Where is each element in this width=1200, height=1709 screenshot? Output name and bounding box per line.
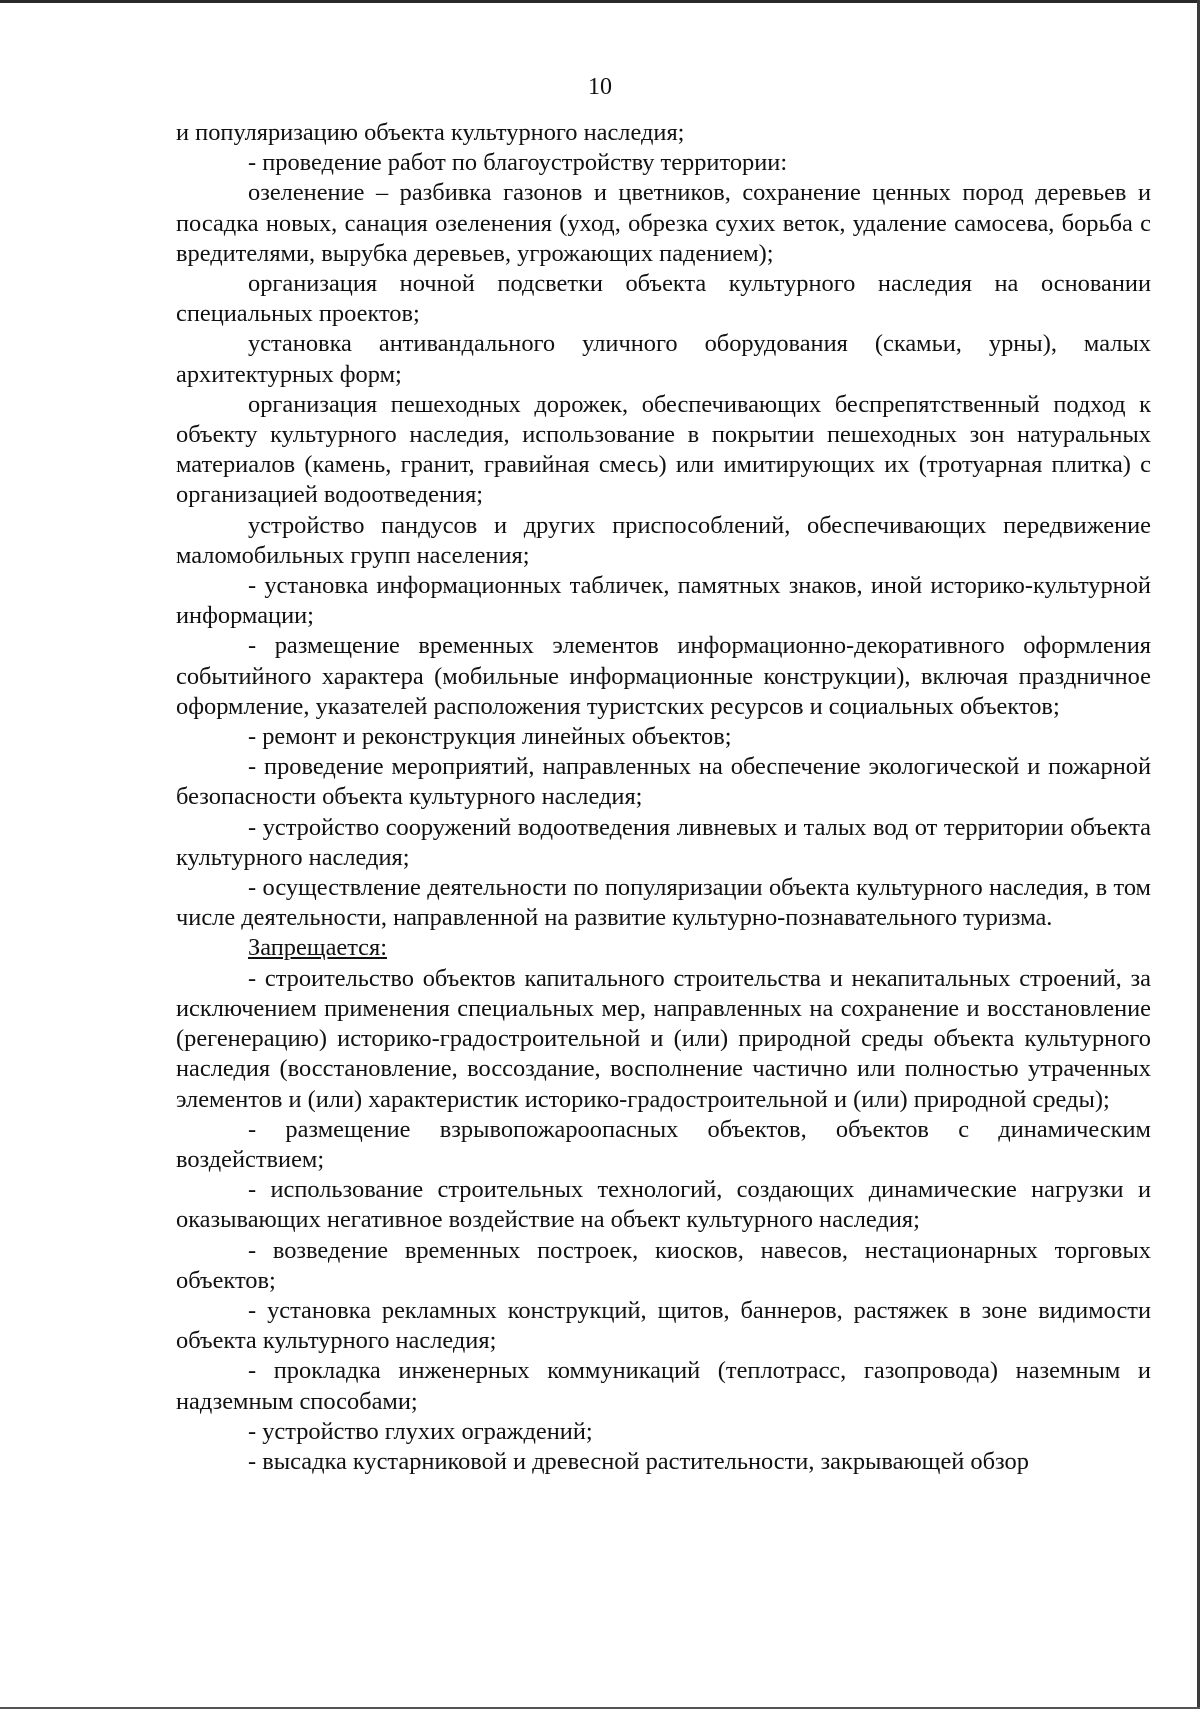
paragraph: - использование строительных технологий, создающих динамические нагрузки и оказывающих негативное воздействие на объект культурного наследия; xyxy=(176,1176,1151,1234)
paragraph: - строительство объектов капитального строительства и некапитальных строений, за исключением применения специальных мер, направленных на сохранение и восстановление (регенерацию) историко-градостроительной и (или) природной среды объекта культурного наследия (восстановление, воссоздание, восполнение частично или полностью утраченных элементов и (или) характеристик историко-градостроительной и (или) природной среды); xyxy=(176,964,1151,1113)
paragraph: - размещение временных элементов информационно-декоративного оформления событийного характера (мобильные информационные конструкции), включая праздничное оформление, указателей расположения туристских ресурсов и социальных объектов; xyxy=(176,632,1151,720)
paragraph: - проведение мероприятий, направленных на обеспечение экологической и пожарной безопасности объекта культурного наследия; xyxy=(176,753,1151,811)
paragraph: - устройство глухих ограждений; xyxy=(248,1417,593,1445)
paragraph: - ремонт и реконструкция линейных объектов; xyxy=(248,723,732,751)
paragraph: - проведение работ по благоустройству территории: xyxy=(248,149,788,177)
paragraph: - установка информационных табличек, памятных знаков, иной историко-культурной информации; xyxy=(176,572,1151,630)
paragraph: устройство пандусов и других приспособлений, обеспечивающих передвижение маломобильных групп населения; xyxy=(176,511,1151,569)
scan-border-top xyxy=(0,0,1200,3)
paragraph: организация пешеходных дорожек, обеспечивающих беспрепятственный подход к объекту культурного наследия, использование в покрытии пешеходных зон натуральных материалов (камень, гранит, гравийная смесь) или имитирующих их (тротуарная плитка) с организацией водоотведения; xyxy=(176,390,1151,509)
paragraph: - установка рекламных конструкций, щитов, баннеров, растяжек в зоне видимости объекта культурного наследия; xyxy=(176,1296,1151,1355)
paragraph: - возведение временных построек, киосков, навесов, нестационарных торговых объектов; xyxy=(176,1236,1151,1294)
section-heading-prohibited xyxy=(176,933,1151,963)
document-body xyxy=(176,118,1151,1477)
paragraph: - устройство сооружений водоотведения ливневых и талых вод от территории объекта культурного наследия; xyxy=(176,813,1151,871)
paragraph: - прокладка инженерных коммуникаций (теплотрасс, газопровода) наземным и надземным способами; xyxy=(176,1357,1151,1415)
page-number: 10 xyxy=(588,74,612,100)
paragraph: организация ночной подсветки объекта культурного наследия на основании специальных проектов; xyxy=(176,270,1151,328)
paragraph: и популяризацию объекта культурного наследия; xyxy=(176,119,685,146)
paragraph: - размещение взрывопожароопасных объектов, объектов с динамическим воздействием; xyxy=(176,1115,1151,1173)
paragraph: установка антивандального уличного оборудования (скамьи, урны), малых архитектурных форм; xyxy=(176,330,1151,388)
section-heading-text: Запрещается: xyxy=(248,934,388,962)
paragraph: - осуществление деятельности по популяризации объекта культурного наследия, в том числе деятельности, направленной на развитие культурно-познавательного туризма. xyxy=(176,874,1151,932)
paragraph: озеленение – разбивка газонов и цветников, сохранение ценных пород деревьев и посадка новых, санация озеленения (уход, обрезка сухих веток, удаление самосева, борьба с вредителями, вырубка деревьев, угрожающих падением); xyxy=(176,179,1151,267)
paragraph: - высадка кустарниковой и древесной растительности, закрывающей обзор xyxy=(248,1447,1029,1475)
